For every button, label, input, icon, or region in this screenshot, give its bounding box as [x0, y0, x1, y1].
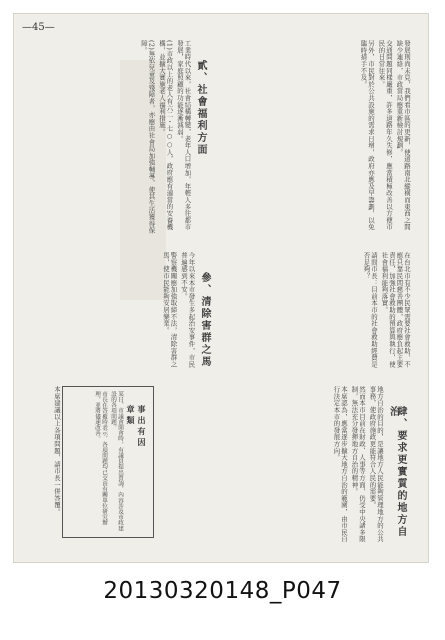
paragraph: 交通問題同樣嚴重，許多道路年久失修，應當積極改善以方便市民的日常往來。	[377, 40, 393, 231]
paragraph: (2)無依兒童及殘障者，亦應由社會局加強輔導，使其生活獲得保障。	[140, 40, 156, 234]
article-column-4	[30, 252, 214, 372]
page-number: —45—	[22, 22, 55, 33]
paragraph: 本席建議以上各項問題，請市長一併答覆。	[53, 386, 61, 516]
paragraph: 地方自治的目的，是讓地方人民能夠管理地方的公共事務，使政府施政更能符合人民的需要。	[368, 386, 384, 543]
paragraph: 另外，市民對於公共設施的需求日增，政府亦應及早籌劃，以免臨時措手不及。	[359, 40, 375, 231]
paragraph: 請問市長：目前本市的社會救助經費是否足夠？	[362, 252, 378, 368]
paragraph: 在台北市有不少民眾需要社會救助，不應只靠民間慈善團體，政府應負起主要責任，加強社會救助的預算與執行，使社會福利能夠落實。	[380, 252, 411, 368]
paragraph: (1)市政以上的老人有六二・七○○人，政府應有適當的安養機構，並擴大實施老人福利措施。	[158, 40, 174, 231]
article-column-3	[214, 252, 410, 372]
sidebar-subtitle: 章類	[126, 405, 136, 427]
section-heading-local-autonomy: 肆、要求更實質的地方自治	[387, 406, 406, 538]
paragraph: 今年以來本市發生多起治安事件，市民普遍感到不安。	[180, 252, 196, 368]
archive-id-caption: 20130320148_P047	[103, 578, 342, 604]
sidebar-title: 事出有因	[137, 405, 147, 449]
article-column-6	[30, 386, 60, 548]
paragraph: 警察機關應加強取締不法，清除害群之馬，使市民能夠安居樂業。	[162, 252, 178, 368]
sidebar-paragraph: 某日，市議會開會時，有議員提出質詢，內容涉及市政建設的各項問題。	[110, 391, 123, 531]
paragraph: 工業時代以來，社會結構轉變，老年人口增加，年輕人多往都市發展，家庭照顧的功能逐漸減弱。	[176, 40, 192, 231]
sidebar-box	[62, 386, 154, 538]
article-column-5	[160, 386, 410, 548]
paragraph: 發展則尚未見，我們看市區的更新，使道路南北縱橫而東西之間缺少連絡，市政當局應重新檢討規劃。	[395, 40, 411, 231]
paragraph: 本席認為，應當逐步擴大地方自治的範圍，由市民自行決定本市的發展方向。	[332, 386, 348, 543]
section-heading-social-welfare: 貳、社會福利方面	[195, 60, 206, 156]
sidebar-paragraph: 市長在答覆時表示，各項問題均已交由有關單位研究辦理，並將儘速改善。	[94, 391, 107, 526]
section-heading-clear-bad-elements: 參、清除害群之馬	[199, 272, 210, 368]
paragraph: 然而本市目前在財政、人事等方面，仍受中央諸多限制，無法充分發揮地方自治的精神。	[350, 386, 366, 543]
article-column-1	[214, 40, 410, 236]
article-column-2	[30, 40, 210, 236]
